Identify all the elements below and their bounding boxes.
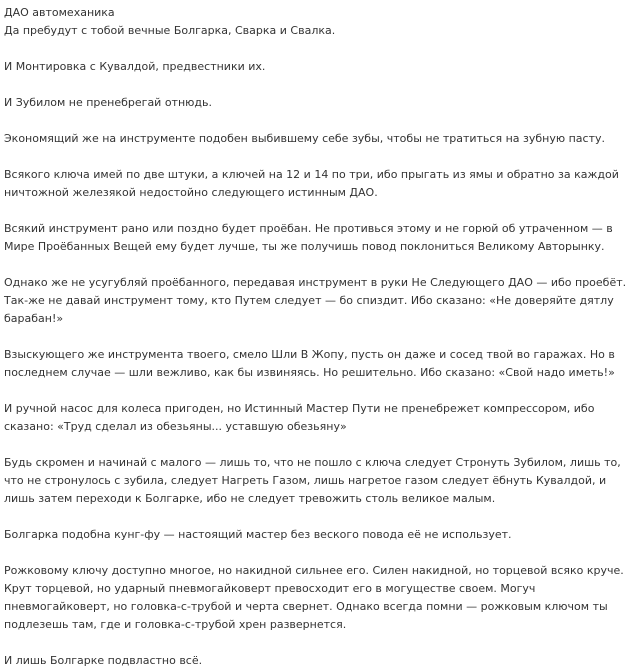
paragraph: Экономящий же на инструменте подобен выбившему себе зубы, чтобы не тратиться на зубную пасту. [4,132,605,145]
document-text [4,4,634,670]
paragraph: И Зубилом не пренебрегай отнюдь. [4,96,213,109]
document-title: ДАО автомеханика [4,6,115,19]
paragraph: Однако же не усугубляй проёбанного, передавая инструмент в руки Не Следующего ДАО — ибо проебёт. Так-же не давай инструмент тому, кто Путем следует — бо спиздит. Ибо сказано: «Не доверяйте дятлу барабан!» [4,276,627,325]
paragraph: Будь скромен и начинай с малого — лишь то, что не пошло с ключа следует Стронуть Зубилом, лишь то, что не стронулось с зубила, следует Нагреть Газом, лишь нагретое газом следует ёбнуть Кувалдой, и лишь затем переходи к Болгарке, ибо не следует тревожить столь великое малым. [4,456,621,505]
paragraph: Да пребудут с тобой вечные Болгарка, Сварка и Свалка. [4,24,336,37]
paragraph: Взыскующего же инструмента твоего, смело Шли В Жопу, пусть он даже и сосед твой во гаражах. Но в последнем случае — шли вежливо, как бы извиняясь. Но решительно. Ибо сказано: «Свой надо иметь!» [4,348,615,379]
paragraph: И ручной насос для колеса пригоден, но Истинный Мастер Пути не пренебрежет компрессором, ибо сказано: «Труд сделал из обезьяны... уставшую обезьяну» [4,402,595,433]
paragraph: Рожковому ключу доступно многое, но накидной сильнее его. Силен накидной, но торцевой всяко круче. Крут торцевой, но ударный пневмогайковерт превосходит его в могуществе своем. Могуч пневмогайковерт, но головка-с-трубой и черта свернет. Однако всегда помни — рожковым ключом ты подлезешь там, где и головка-с-трубой хрен развернется. [4,564,624,631]
paragraph: И Монтировка с Кувалдой, предвестники их. [4,60,266,73]
paragraph: Всякого ключа имей по две штуки, а ключей на 12 и 14 по три, ибо прыгать из ямы и обратно за каждой ничтожной железякой недостойно следующего истинным ДАО. [4,168,619,199]
paragraph: Болгарка подобна кунг-фу — настоящий мастер без веского повода её не использует. [4,528,512,541]
paragraph: И лишь Болгарке подвластно всё. [4,654,203,667]
paragraph: Всякий инструмент рано или поздно будет проёбан. Не противься этому и не горюй об утраченном — в Мире Проёбанных Вещей ему будет лучше, ты же получишь повод поклониться Великому Авторынку. [4,222,613,253]
